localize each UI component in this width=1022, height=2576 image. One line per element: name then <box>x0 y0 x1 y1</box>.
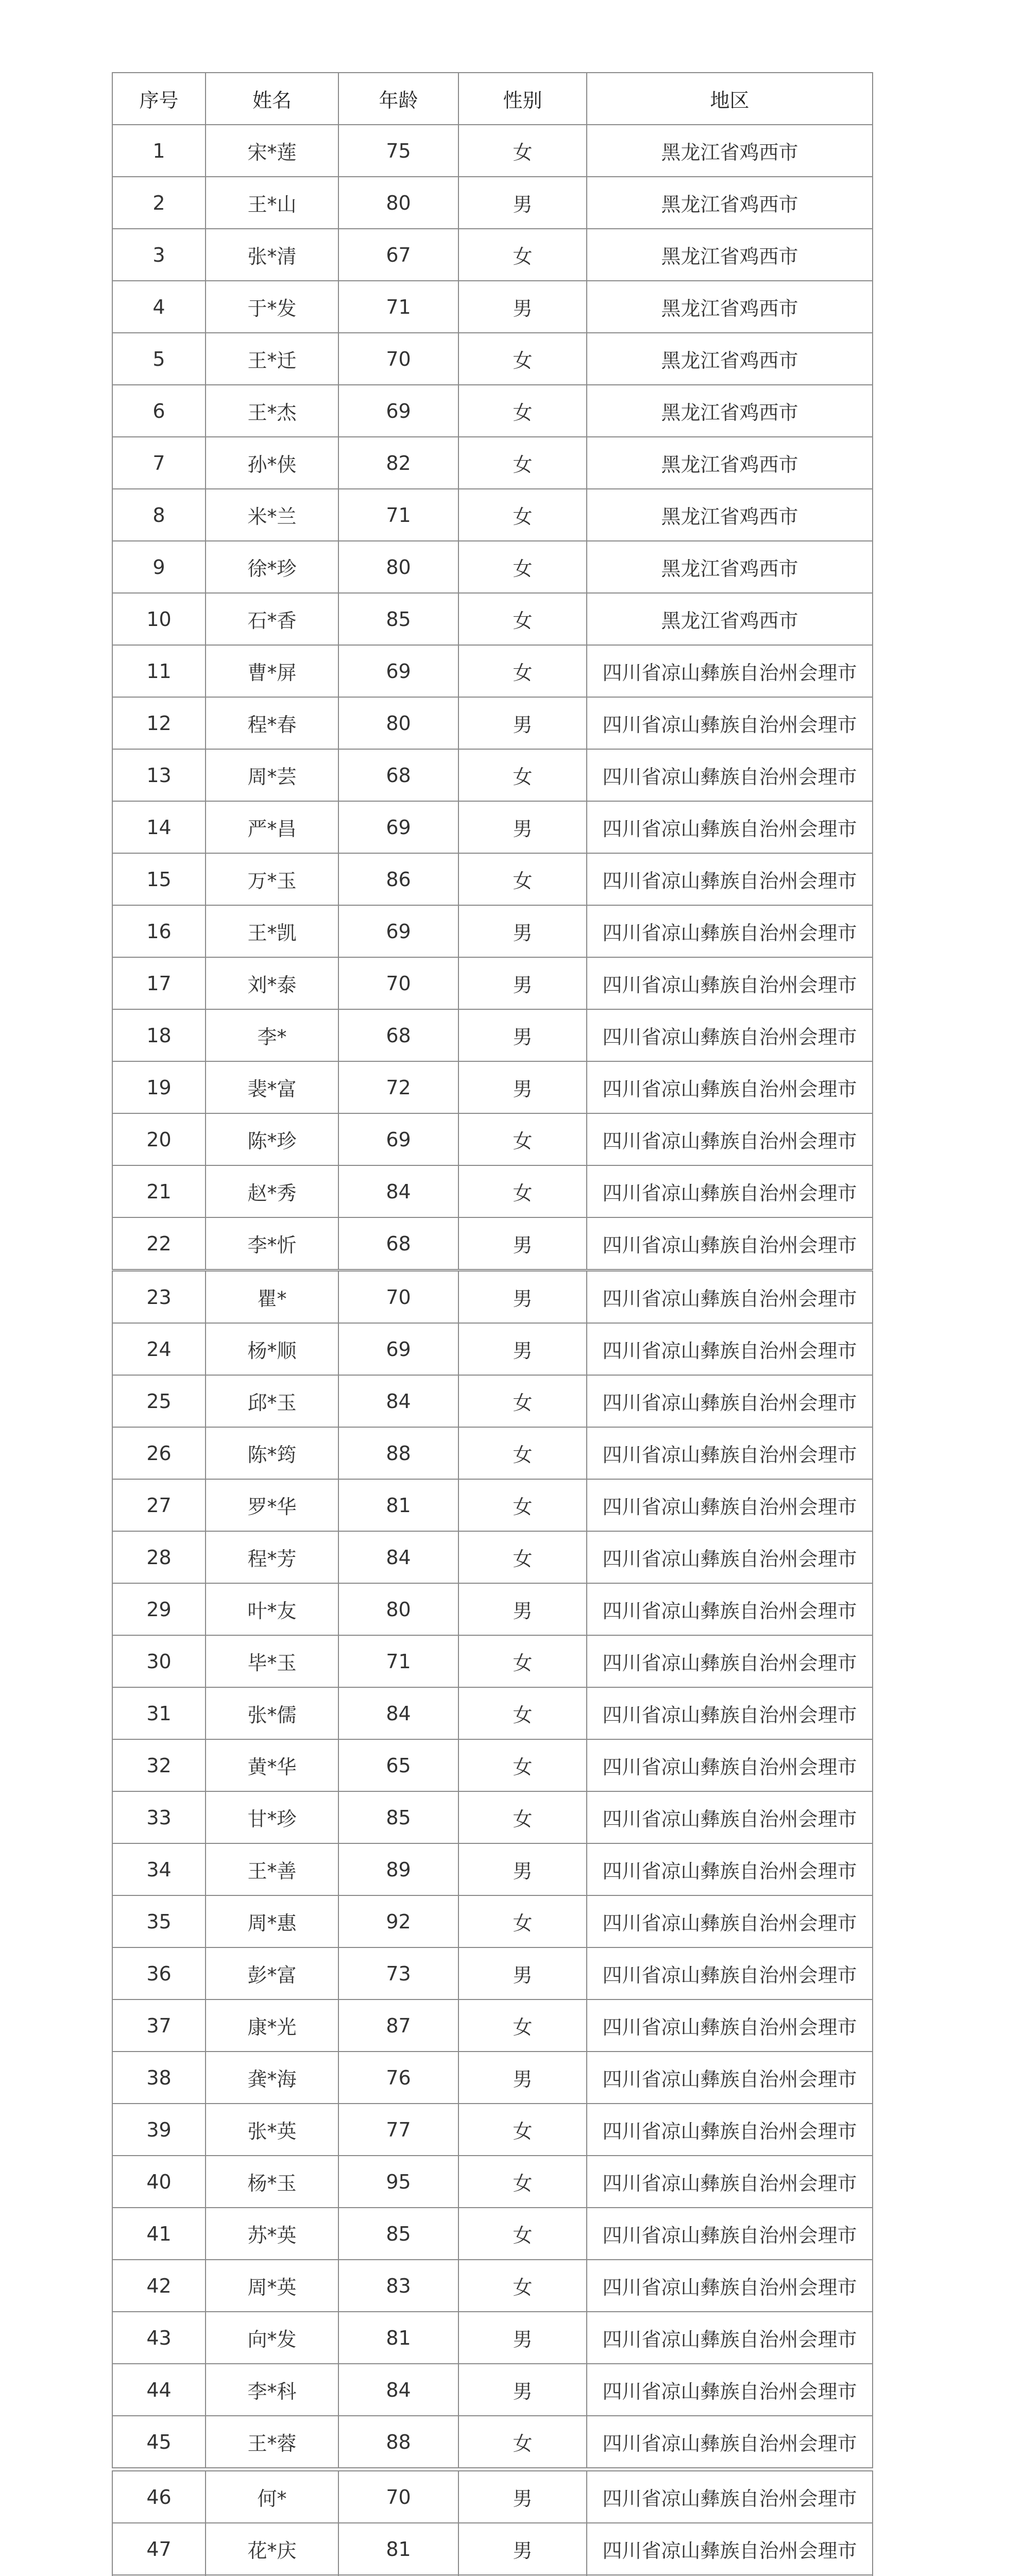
table-row <box>112 1999 873 2052</box>
table-row <box>112 1739 873 1791</box>
cell-region: 黑龙江省鸡西市 <box>587 333 873 385</box>
cell-index: 25 <box>112 1375 206 1427</box>
cell-gender: 女 <box>458 541 587 593</box>
cell-gender: 男 <box>458 1843 587 1895</box>
cell-name: 程*芳 <box>206 1531 338 1583</box>
cell-age: 81 <box>338 1479 458 1531</box>
cell-gender: 女 <box>458 1479 587 1531</box>
cell-region: 黑龙江省鸡西市 <box>587 281 873 333</box>
cell-index: 38 <box>112 2052 206 2104</box>
cell-name: 叶*友 <box>206 1583 338 1635</box>
cell-index: 45 <box>112 2416 206 2468</box>
cell-index: 28 <box>112 1531 206 1583</box>
table-row <box>112 2364 873 2416</box>
cell-gender: 女 <box>458 2104 587 2156</box>
cell-gender: 女 <box>458 1687 587 1739</box>
cell-index: 34 <box>112 1843 206 1895</box>
cell-age: 89 <box>338 1843 458 1895</box>
cell-name: 苏*英 <box>206 2208 338 2260</box>
cell-gender: 男 <box>458 957 587 1009</box>
cell-region: 四川省凉山彝族自治州会理市 <box>587 1009 873 1061</box>
cell-gender: 男 <box>458 1061 587 1113</box>
cell-index: 14 <box>112 801 206 853</box>
cell-index: 43 <box>112 2312 206 2364</box>
table-row <box>112 489 873 541</box>
cell-age: 80 <box>338 1583 458 1635</box>
cell-region: 四川省凉山彝族自治州会理市 <box>587 2471 873 2523</box>
cell-gender: 女 <box>458 2260 587 2312</box>
cell-region: 四川省凉山彝族自治州会理市 <box>587 2312 873 2364</box>
cell-name: 陈*珍 <box>206 1113 338 1165</box>
table-row <box>112 1583 873 1635</box>
cell-gender: 男 <box>458 2312 587 2364</box>
cell-age: 92 <box>338 1895 458 1947</box>
cell-age: 69 <box>338 1113 458 1165</box>
cell-name: 徐*珍 <box>206 541 338 593</box>
cell-region: 四川省凉山彝族自治州会理市 <box>587 1427 873 1479</box>
cell-gender: 女 <box>458 385 587 437</box>
cell-index: 13 <box>112 749 206 801</box>
cell-region: 四川省凉山彝族自治州会理市 <box>587 1635 873 1687</box>
cell-gender: 女 <box>458 1999 587 2052</box>
table-row <box>112 645 873 697</box>
cell-age: 71 <box>338 281 458 333</box>
cell-age: 80 <box>338 177 458 229</box>
cell-name: 周*英 <box>206 2260 338 2312</box>
cell-index: 32 <box>112 1739 206 1791</box>
cell-index: 2 <box>112 177 206 229</box>
cell-name: 周*惠 <box>206 1895 338 1947</box>
cell-age: 71 <box>338 1635 458 1687</box>
cell-name: 王*善 <box>206 1843 338 1895</box>
header-region: 地区 <box>587 73 873 125</box>
cell-index: 35 <box>112 1895 206 1947</box>
table-row <box>112 1531 873 1583</box>
cell-region: 四川省凉山彝族自治州会理市 <box>587 1895 873 1947</box>
cell-region: 四川省凉山彝族自治州会理市 <box>587 2260 873 2312</box>
cell-index: 27 <box>112 1479 206 1531</box>
cell-name: 李* <box>206 1009 338 1061</box>
cell-name: 黄*华 <box>206 1739 338 1791</box>
table-row <box>112 229 873 281</box>
cell-age: 84 <box>338 1531 458 1583</box>
cell-name: 花*庆 <box>206 2523 338 2575</box>
cell-region: 四川省凉山彝族自治州会理市 <box>587 645 873 697</box>
cell-region: 四川省凉山彝族自治州会理市 <box>587 1375 873 1427</box>
cell-region: 四川省凉山彝族自治州会理市 <box>587 1947 873 1999</box>
cell-age: 69 <box>338 905 458 957</box>
table-row <box>112 957 873 1009</box>
cell-region: 四川省凉山彝族自治州会理市 <box>587 1165 873 1217</box>
cell-region: 黑龙江省鸡西市 <box>587 177 873 229</box>
cell-region: 四川省凉山彝族自治州会理市 <box>587 957 873 1009</box>
table-row <box>112 1113 873 1165</box>
cell-gender: 男 <box>458 2364 587 2416</box>
cell-name: 罗*华 <box>206 1479 338 1531</box>
cell-name: 万*玉 <box>206 853 338 905</box>
table-row <box>112 1791 873 1843</box>
cell-gender: 男 <box>458 1583 587 1635</box>
table-row <box>112 2523 873 2575</box>
cell-name: 彭*富 <box>206 1947 338 1999</box>
cell-age: 69 <box>338 385 458 437</box>
cell-name: 王*迁 <box>206 333 338 385</box>
table-row <box>112 593 873 645</box>
cell-gender: 男 <box>458 1009 587 1061</box>
cell-age: 86 <box>338 853 458 905</box>
cell-age: 88 <box>338 2416 458 2468</box>
cell-region: 四川省凉山彝族自治州会理市 <box>587 1791 873 1843</box>
cell-index: 41 <box>112 2208 206 2260</box>
table-row <box>112 1375 873 1427</box>
table-row <box>112 801 873 853</box>
cell-index: 8 <box>112 489 206 541</box>
cell-age: 69 <box>338 645 458 697</box>
roster-table-1 <box>112 72 873 1270</box>
cell-region: 四川省凉山彝族自治州会理市 <box>587 2104 873 2156</box>
cell-name: 米*兰 <box>206 489 338 541</box>
cell-region: 四川省凉山彝族自治州会理市 <box>587 1999 873 2052</box>
table-row <box>112 1843 873 1895</box>
table-row <box>112 1323 873 1375</box>
cell-gender: 女 <box>458 749 587 801</box>
cell-name: 毕*玉 <box>206 1635 338 1687</box>
cell-gender: 男 <box>458 2471 587 2523</box>
cell-index: 16 <box>112 905 206 957</box>
cell-region: 黑龙江省鸡西市 <box>587 125 873 177</box>
cell-name: 王*山 <box>206 177 338 229</box>
cell-index: 31 <box>112 1687 206 1739</box>
cell-index: 18 <box>112 1009 206 1061</box>
cell-name: 杨*顺 <box>206 1323 338 1375</box>
cell-name: 张*清 <box>206 229 338 281</box>
cell-index: 44 <box>112 2364 206 2416</box>
cell-age: 80 <box>338 697 458 749</box>
cell-gender: 女 <box>458 333 587 385</box>
cell-region: 四川省凉山彝族自治州会理市 <box>587 2364 873 2416</box>
cell-age: 84 <box>338 1165 458 1217</box>
cell-index: 3 <box>112 229 206 281</box>
cell-age: 71 <box>338 489 458 541</box>
table-row <box>112 1165 873 1217</box>
cell-index: 33 <box>112 1791 206 1843</box>
cell-gender: 男 <box>458 1323 587 1375</box>
cell-index: 20 <box>112 1113 206 1165</box>
cell-name: 周*芸 <box>206 749 338 801</box>
cell-index: 26 <box>112 1427 206 1479</box>
cell-region: 四川省凉山彝族自治州会理市 <box>587 697 873 749</box>
cell-region: 四川省凉山彝族自治州会理市 <box>587 801 873 853</box>
cell-gender: 男 <box>458 281 587 333</box>
cell-region: 四川省凉山彝族自治州会理市 <box>587 1531 873 1583</box>
cell-gender: 女 <box>458 1427 587 1479</box>
cell-region: 四川省凉山彝族自治州会理市 <box>587 1271 873 1323</box>
cell-age: 68 <box>338 749 458 801</box>
cell-index: 9 <box>112 541 206 593</box>
table-row <box>112 697 873 749</box>
cell-name: 李*科 <box>206 2364 338 2416</box>
cell-gender: 女 <box>458 489 587 541</box>
cell-index: 39 <box>112 2104 206 2156</box>
cell-gender: 女 <box>458 437 587 489</box>
table-row <box>112 2104 873 2156</box>
header-name: 姓名 <box>206 73 338 125</box>
cell-age: 76 <box>338 2052 458 2104</box>
cell-age: 67 <box>338 229 458 281</box>
table-row <box>112 1271 873 1323</box>
cell-name: 向*发 <box>206 2312 338 2364</box>
cell-region: 四川省凉山彝族自治州会理市 <box>587 2416 873 2468</box>
cell-age: 69 <box>338 1323 458 1375</box>
cell-index: 17 <box>112 957 206 1009</box>
cell-index: 23 <box>112 1271 206 1323</box>
cell-gender: 男 <box>458 697 587 749</box>
cell-age: 75 <box>338 125 458 177</box>
cell-name: 张*英 <box>206 2104 338 2156</box>
table-row <box>112 1635 873 1687</box>
cell-age: 84 <box>338 1375 458 1427</box>
cell-index: 30 <box>112 1635 206 1687</box>
cell-region: 四川省凉山彝族自治州会理市 <box>587 2156 873 2208</box>
table-row <box>112 281 873 333</box>
cell-age: 68 <box>338 1217 458 1269</box>
cell-region: 四川省凉山彝族自治州会理市 <box>587 1583 873 1635</box>
cell-gender: 女 <box>458 1375 587 1427</box>
cell-name: 孙*侠 <box>206 437 338 489</box>
cell-name: 曹*屏 <box>206 645 338 697</box>
table-header-row <box>112 73 873 125</box>
table-row <box>112 2312 873 2364</box>
cell-gender: 男 <box>458 177 587 229</box>
cell-age: 95 <box>338 2156 458 2208</box>
cell-gender: 男 <box>458 905 587 957</box>
table-row <box>112 541 873 593</box>
cell-name: 王*杰 <box>206 385 338 437</box>
cell-age: 83 <box>338 2260 458 2312</box>
cell-name: 刘*泰 <box>206 957 338 1009</box>
cell-region: 四川省凉山彝族自治州会理市 <box>587 1113 873 1165</box>
header-gender: 性别 <box>458 73 587 125</box>
table-row <box>112 1009 873 1061</box>
table-row <box>112 1895 873 1947</box>
cell-gender: 男 <box>458 2052 587 2104</box>
cell-name: 于*发 <box>206 281 338 333</box>
cell-region: 四川省凉山彝族自治州会理市 <box>587 2523 873 2575</box>
cell-age: 73 <box>338 1947 458 1999</box>
cell-gender: 女 <box>458 229 587 281</box>
table-row <box>112 1427 873 1479</box>
cell-region: 四川省凉山彝族自治州会理市 <box>587 1687 873 1739</box>
cell-region: 黑龙江省鸡西市 <box>587 437 873 489</box>
table-row <box>112 333 873 385</box>
cell-region: 四川省凉山彝族自治州会理市 <box>587 1843 873 1895</box>
cell-region: 四川省凉山彝族自治州会理市 <box>587 1061 873 1113</box>
table-row <box>112 2208 873 2260</box>
cell-age: 88 <box>338 1427 458 1479</box>
table-row <box>112 2416 873 2468</box>
cell-region: 黑龙江省鸡西市 <box>587 489 873 541</box>
cell-age: 80 <box>338 541 458 593</box>
cell-region: 黑龙江省鸡西市 <box>587 593 873 645</box>
cell-index: 5 <box>112 333 206 385</box>
cell-index: 24 <box>112 1323 206 1375</box>
cell-region: 黑龙江省鸡西市 <box>587 541 873 593</box>
table-row <box>112 853 873 905</box>
table-row <box>112 2052 873 2104</box>
cell-name: 杨*玉 <box>206 2156 338 2208</box>
cell-gender: 女 <box>458 1739 587 1791</box>
cell-gender: 男 <box>458 1947 587 1999</box>
cell-gender: 男 <box>458 1217 587 1269</box>
cell-age: 70 <box>338 1271 458 1323</box>
cell-name: 甘*珍 <box>206 1791 338 1843</box>
cell-gender: 女 <box>458 125 587 177</box>
cell-gender: 女 <box>458 1113 587 1165</box>
cell-region: 四川省凉山彝族自治州会理市 <box>587 1739 873 1791</box>
cell-index: 6 <box>112 385 206 437</box>
cell-age: 82 <box>338 437 458 489</box>
cell-age: 85 <box>338 593 458 645</box>
cell-name: 李*忻 <box>206 1217 338 1269</box>
table-row <box>112 905 873 957</box>
cell-region: 四川省凉山彝族自治州会理市 <box>587 1479 873 1531</box>
cell-name: 程*春 <box>206 697 338 749</box>
cell-age: 84 <box>338 2364 458 2416</box>
roster-table-2 <box>112 1270 873 2468</box>
table-row <box>112 1061 873 1113</box>
cell-name: 邱*玉 <box>206 1375 338 1427</box>
cell-name: 陈*筠 <box>206 1427 338 1479</box>
table-row <box>112 1217 873 1269</box>
cell-gender: 女 <box>458 2156 587 2208</box>
cell-index: 37 <box>112 1999 206 2052</box>
cell-region: 四川省凉山彝族自治州会理市 <box>587 2208 873 2260</box>
table-row <box>112 1479 873 1531</box>
cell-age: 70 <box>338 2471 458 2523</box>
cell-gender: 女 <box>458 1531 587 1583</box>
cell-age: 85 <box>338 2208 458 2260</box>
cell-gender: 女 <box>458 1791 587 1843</box>
cell-region: 四川省凉山彝族自治州会理市 <box>587 749 873 801</box>
cell-index: 29 <box>112 1583 206 1635</box>
header-age: 年龄 <box>338 73 458 125</box>
cell-name: 瞿* <box>206 1271 338 1323</box>
cell-name: 何* <box>206 2471 338 2523</box>
cell-name: 石*香 <box>206 593 338 645</box>
cell-name: 康*光 <box>206 1999 338 2052</box>
cell-name: 龚*海 <box>206 2052 338 2104</box>
cell-index: 19 <box>112 1061 206 1113</box>
cell-gender: 女 <box>458 1165 587 1217</box>
cell-region: 四川省凉山彝族自治州会理市 <box>587 1323 873 1375</box>
table-row <box>112 125 873 177</box>
table-row <box>112 1947 873 1999</box>
cell-index: 4 <box>112 281 206 333</box>
cell-index: 15 <box>112 853 206 905</box>
table-row <box>112 749 873 801</box>
cell-gender: 女 <box>458 853 587 905</box>
cell-age: 69 <box>338 801 458 853</box>
cell-name: 裴*富 <box>206 1061 338 1113</box>
cell-region: 四川省凉山彝族自治州会理市 <box>587 2052 873 2104</box>
table-row <box>112 177 873 229</box>
cell-age: 81 <box>338 2523 458 2575</box>
table-row <box>112 2156 873 2208</box>
cell-age: 72 <box>338 1061 458 1113</box>
cell-name: 赵*秀 <box>206 1165 338 1217</box>
table-row <box>112 2260 873 2312</box>
cell-index: 10 <box>112 593 206 645</box>
cell-region: 黑龙江省鸡西市 <box>587 229 873 281</box>
cell-age: 77 <box>338 2104 458 2156</box>
cell-index: 12 <box>112 697 206 749</box>
cell-age: 87 <box>338 1999 458 2052</box>
table-row <box>112 437 873 489</box>
cell-index: 22 <box>112 1217 206 1269</box>
cell-index: 1 <box>112 125 206 177</box>
table-row <box>112 1687 873 1739</box>
cell-name: 王*蓉 <box>206 2416 338 2468</box>
cell-gender: 女 <box>458 1635 587 1687</box>
cell-name: 王*凯 <box>206 905 338 957</box>
cell-region: 四川省凉山彝族自治州会理市 <box>587 1217 873 1269</box>
cell-gender: 男 <box>458 2523 587 2575</box>
cell-gender: 女 <box>458 1895 587 1947</box>
cell-gender: 女 <box>458 593 587 645</box>
cell-index: 7 <box>112 437 206 489</box>
table-row <box>112 2471 873 2523</box>
cell-index: 42 <box>112 2260 206 2312</box>
cell-gender: 男 <box>458 1271 587 1323</box>
cell-age: 68 <box>338 1009 458 1061</box>
cell-name: 严*昌 <box>206 801 338 853</box>
cell-name: 宋*莲 <box>206 125 338 177</box>
cell-region: 四川省凉山彝族自治州会理市 <box>587 853 873 905</box>
cell-age: 84 <box>338 1687 458 1739</box>
cell-gender: 女 <box>458 645 587 697</box>
cell-age: 70 <box>338 333 458 385</box>
cell-region: 黑龙江省鸡西市 <box>587 385 873 437</box>
roster-table-3 <box>112 2470 873 2576</box>
cell-name: 张*儒 <box>206 1687 338 1739</box>
cell-gender: 女 <box>458 2416 587 2468</box>
cell-index: 21 <box>112 1165 206 1217</box>
cell-gender: 男 <box>458 801 587 853</box>
cell-age: 81 <box>338 2312 458 2364</box>
cell-region: 四川省凉山彝族自治州会理市 <box>587 905 873 957</box>
cell-index: 36 <box>112 1947 206 1999</box>
cell-gender: 女 <box>458 2208 587 2260</box>
cell-index: 47 <box>112 2523 206 2575</box>
table-row <box>112 385 873 437</box>
cell-index: 46 <box>112 2471 206 2523</box>
cell-index: 11 <box>112 645 206 697</box>
cell-age: 85 <box>338 1791 458 1843</box>
cell-index: 40 <box>112 2156 206 2208</box>
cell-age: 65 <box>338 1739 458 1791</box>
cell-age: 70 <box>338 957 458 1009</box>
header-index: 序号 <box>112 73 206 125</box>
